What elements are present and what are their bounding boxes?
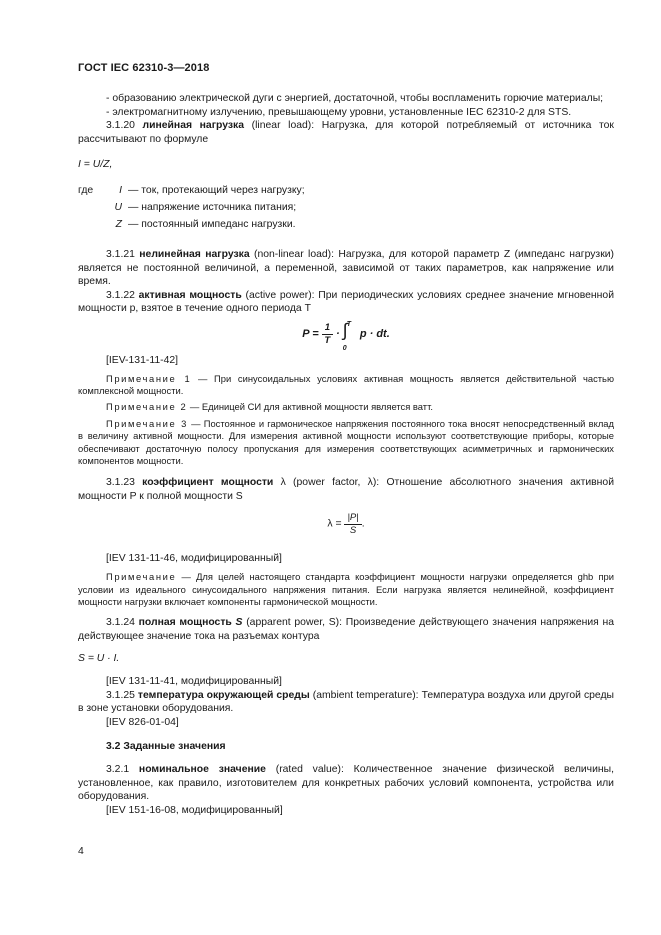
note-2: [78, 401, 614, 413]
note: [78, 571, 614, 608]
definition-symbol: I: [119, 184, 122, 196]
reference: [IEV 151-16-08, модифицированный]: [106, 804, 283, 816]
formula-definitions: [78, 184, 614, 235]
note-text: — Единицей СИ для активной мощности является ватт.: [189, 401, 433, 413]
fraction-numerator: |P|: [344, 512, 361, 525]
term-3-1-23: [78, 476, 614, 503]
integral-upper-limit: T: [346, 320, 352, 328]
term-definition: (apparent power, S): Произведение действующего значения напряжения на действующее значение тока на разъемах контура: [78, 617, 615, 642]
note-text: — При синусоидальных условиях активная мощность является действительной частью комплексной мощности.: [78, 372, 614, 396]
document-header: ГОСТ IEC 62310-3—2018: [78, 62, 210, 74]
integral-sign: [342, 319, 357, 352]
term-title: линейная нагрузка: [142, 120, 245, 132]
term-number: 3.1.23: [106, 477, 135, 489]
term-title: температура окружающей среды: [137, 689, 310, 701]
term-number: 3.1.21: [106, 248, 135, 260]
note-label: Примечание 1: [106, 372, 192, 384]
definition-text: — напряжение источника питания;: [128, 201, 297, 213]
formula-active-power: P = $\frac{1}{T}$ · T ∫ 0 p · dt.: [78, 321, 614, 351]
formula-apparent-power: S = U · I.: [78, 652, 120, 664]
definition-text: — ток, протекающий через нагрузку;: [128, 184, 305, 196]
formula-linear-load: I = U/Z,: [78, 159, 113, 171]
where-label: где: [78, 184, 94, 196]
term-3-1-25: [78, 689, 614, 716]
term-number: 3.1.25: [106, 689, 135, 701]
term-title: полная мощность: [138, 617, 232, 629]
integral-lower-limit: 0: [342, 344, 347, 352]
term-definition: (rated value): Количественное значение физической величины, установленное, как правило, изготовителем для конкретных рабочих условий компонента, устройства или оборудования.: [78, 764, 614, 803]
term-3-1-24: [78, 616, 614, 643]
note-text: — Постоянное и гармоническое напряжения постоянного тока вносят непосредственный вклад в величину активной мощности. Для измерения активной мощности используют соответствующие приборы, которые обеспечивают достаточную полосу пропускания для измерения соответствующих асимметричных и гармонических компонентов мощности.: [78, 417, 614, 466]
term-title: активная мощность: [138, 289, 242, 301]
term-title: номинальное значение: [138, 764, 266, 776]
term-number: 3.1.24: [106, 617, 135, 629]
section-heading: 3.2 Заданные значения: [106, 740, 226, 752]
term-number: 3.1.22: [106, 289, 135, 301]
list-item-arc: - образованию электрической дуги с энергией, достаточной, чтобы воспламенить горючие материалы;: [106, 93, 604, 104]
term-definition: (linear load): Нагрузка, для которой потребляемый от источника ток рассчитывают по формуле: [78, 120, 614, 145]
note-text: — Для целей настоящего стандарта коэффициент мощности нагрузки определяется ghb при условии из идеального синусоидального напряжения питания. Если нагрузка является нелинейной, коэффициент мощности нагрузки включает компоненты гармонической мощности.: [78, 571, 614, 607]
term-3-1-22: [78, 289, 614, 316]
term-definition: (active power): При периодических условиях среднее значение мгновенной мощности p, взятое в течение одного периода T: [78, 289, 614, 315]
term-definition: (non-linear load): Нагрузка, для которой параметр Z (импеданс нагрузки) является не постоянной величиной, а переменной, зависимой от таких параметров, как напряжение или время.: [78, 248, 615, 288]
reference: [IEV 131-11-41, модифицированный]: [106, 676, 282, 688]
definition-text: — постоянный импеданс нагрузки.: [128, 218, 296, 230]
formula-lhs: P =: [302, 328, 319, 341]
formula-power-factor: [78, 512, 614, 540]
term-3-1-20: [78, 119, 614, 146]
definition-row: [78, 184, 614, 201]
term-number: 3.2.1: [106, 764, 130, 776]
term-symbol: S: [235, 617, 243, 629]
note-3: [78, 418, 614, 468]
definition-symbol: Z: [115, 218, 122, 230]
formula-rhs: p · dt.: [359, 328, 390, 341]
term-definition: (ambient temperature): Температура воздуха или другой среды в зоне установки оборудования.: [78, 689, 615, 715]
note-label: Примечание: [106, 571, 177, 583]
reference: [IEV 131-11-46, модифицированный]: [106, 552, 282, 564]
formula-tail: .: [361, 518, 365, 530]
term-3-1-21: [78, 248, 614, 289]
fraction-denominator: T: [324, 335, 331, 347]
definition-row: [78, 218, 614, 235]
document-body: [78, 92, 614, 818]
term-definition: λ (power factor, λ): Отношение абсолютного значения активной мощности P к полной мощности S: [78, 477, 614, 502]
formula-fraction: [322, 322, 333, 347]
list-item-emi: - электромагнитному излучению, превышающему уровни, установленные IEC 62310-2 для STS.: [106, 106, 572, 118]
note-label: Примечание 3: [106, 417, 188, 429]
reference: [IEV-131-11-42]: [106, 354, 179, 366]
term-number: 3.1.20: [106, 120, 135, 132]
term-title: коэффициент мощности: [142, 477, 274, 489]
term-3-2-1: [78, 763, 614, 804]
fraction-denominator: S: [349, 524, 357, 536]
fraction-numerator: 1: [322, 322, 333, 335]
note-label: Примечание 2: [106, 401, 188, 413]
formula-lhs: λ =: [327, 518, 342, 530]
formula-fraction: [344, 512, 361, 537]
definition-symbol: U: [114, 201, 122, 213]
definition-row: [78, 201, 614, 218]
reference: [IEV 826-01-04]: [106, 716, 179, 728]
note-1: [78, 373, 614, 398]
page-number: 4: [78, 846, 84, 857]
term-title: нелинейная нагрузка: [139, 248, 250, 260]
integral-symbol: ∫: [342, 319, 348, 340]
